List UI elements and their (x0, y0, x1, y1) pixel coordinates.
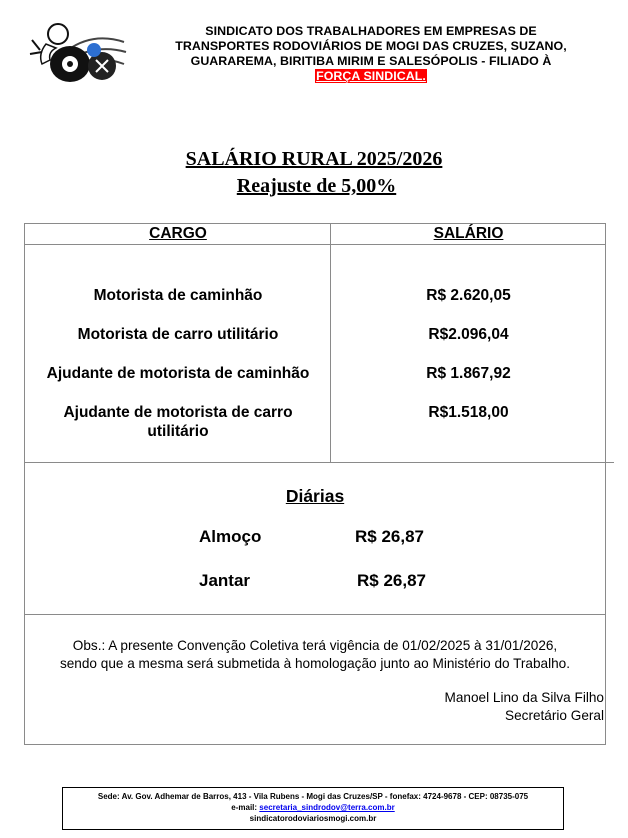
signature-name: Manoel Lino da Silva Filho (444, 690, 604, 705)
diaria-value: R$ 26,87 (357, 571, 426, 590)
union-logo (28, 20, 128, 86)
union-header-line: GUARAREMA, BIRITIBA MIRIM E SALESÓPOLIS - FILIADO À (190, 54, 552, 68)
diaria-label: Almoço (199, 527, 262, 546)
signature-role: Secretário Geral (505, 708, 604, 723)
diarias-title: Diárias (285, 486, 345, 506)
logo-figure-head (48, 24, 68, 44)
footer-email-line (63, 802, 563, 813)
logo-blue-ball (87, 43, 101, 57)
document-subtitle: Reajuste de 5,00% (236, 175, 397, 197)
salario-cell: R$ 2.620,05 (426, 287, 511, 304)
salario-cell: R$2.096,04 (428, 326, 509, 343)
affiliation-label: FORÇA SINDICAL. (316, 69, 426, 83)
salario-cell: R$ 1.867,92 (426, 365, 511, 382)
cargo-cell: Ajudante de motorista de caminhão (46, 365, 310, 382)
column-header-salario: SALÁRIO (433, 225, 504, 242)
observation-line: sendo que a mesma será submetida à homologação junto ao Ministério do Trabalho. (59, 656, 571, 671)
column-header-cargo: CARGO (149, 225, 207, 242)
cargo-cell: Motorista de caminhão (93, 287, 263, 304)
union-header-line: SINDICATO DOS TRABALHADORES EM EMPRESAS DE (205, 24, 537, 38)
footer-website[interactable]: sindicatorodoviariosmogi.com.br (249, 814, 377, 823)
document-subtitle-wrap (0, 175, 628, 198)
observation-line: Obs.: A presente Convenção Coletiva terá vigência de 01/02/2025 à 31/01/2026, (72, 638, 558, 653)
cargo-cell: Motorista de carro utilitário (77, 326, 279, 343)
document-title: SALÁRIO RURAL 2025/2026 (185, 148, 443, 170)
footer-email-link[interactable]: secretaria_sindrodov@terra.com.br (259, 803, 395, 812)
footer-box (62, 787, 564, 830)
observation-note (26, 637, 604, 673)
diarias-section-divider (24, 614, 606, 615)
logo-tire-center (67, 61, 73, 67)
logo-arm (30, 40, 42, 54)
table-section-divider (24, 462, 614, 463)
diaria-label: Jantar (199, 571, 251, 590)
union-header (140, 24, 602, 84)
union-header-line: TRANSPORTES RODOVIÁRIOS DE MOGI DAS CRUZES, SUZANO, (175, 39, 567, 53)
footer-email-label: e-mail: (231, 803, 258, 812)
cargo-cell: Ajudante de motorista de carro utilitário (63, 404, 293, 440)
table-header-divider (24, 244, 606, 245)
diaria-value: R$ 26,87 (355, 527, 424, 546)
salario-cell: R$1.518,00 (428, 404, 509, 421)
footer-address: Sede: Av. Gov. Adhemar de Barros, 413 - Vila Rubens - Mogi das Cruzes/SP - fonefax: 4724-9678 - CEP: 08735-075 (97, 792, 529, 801)
